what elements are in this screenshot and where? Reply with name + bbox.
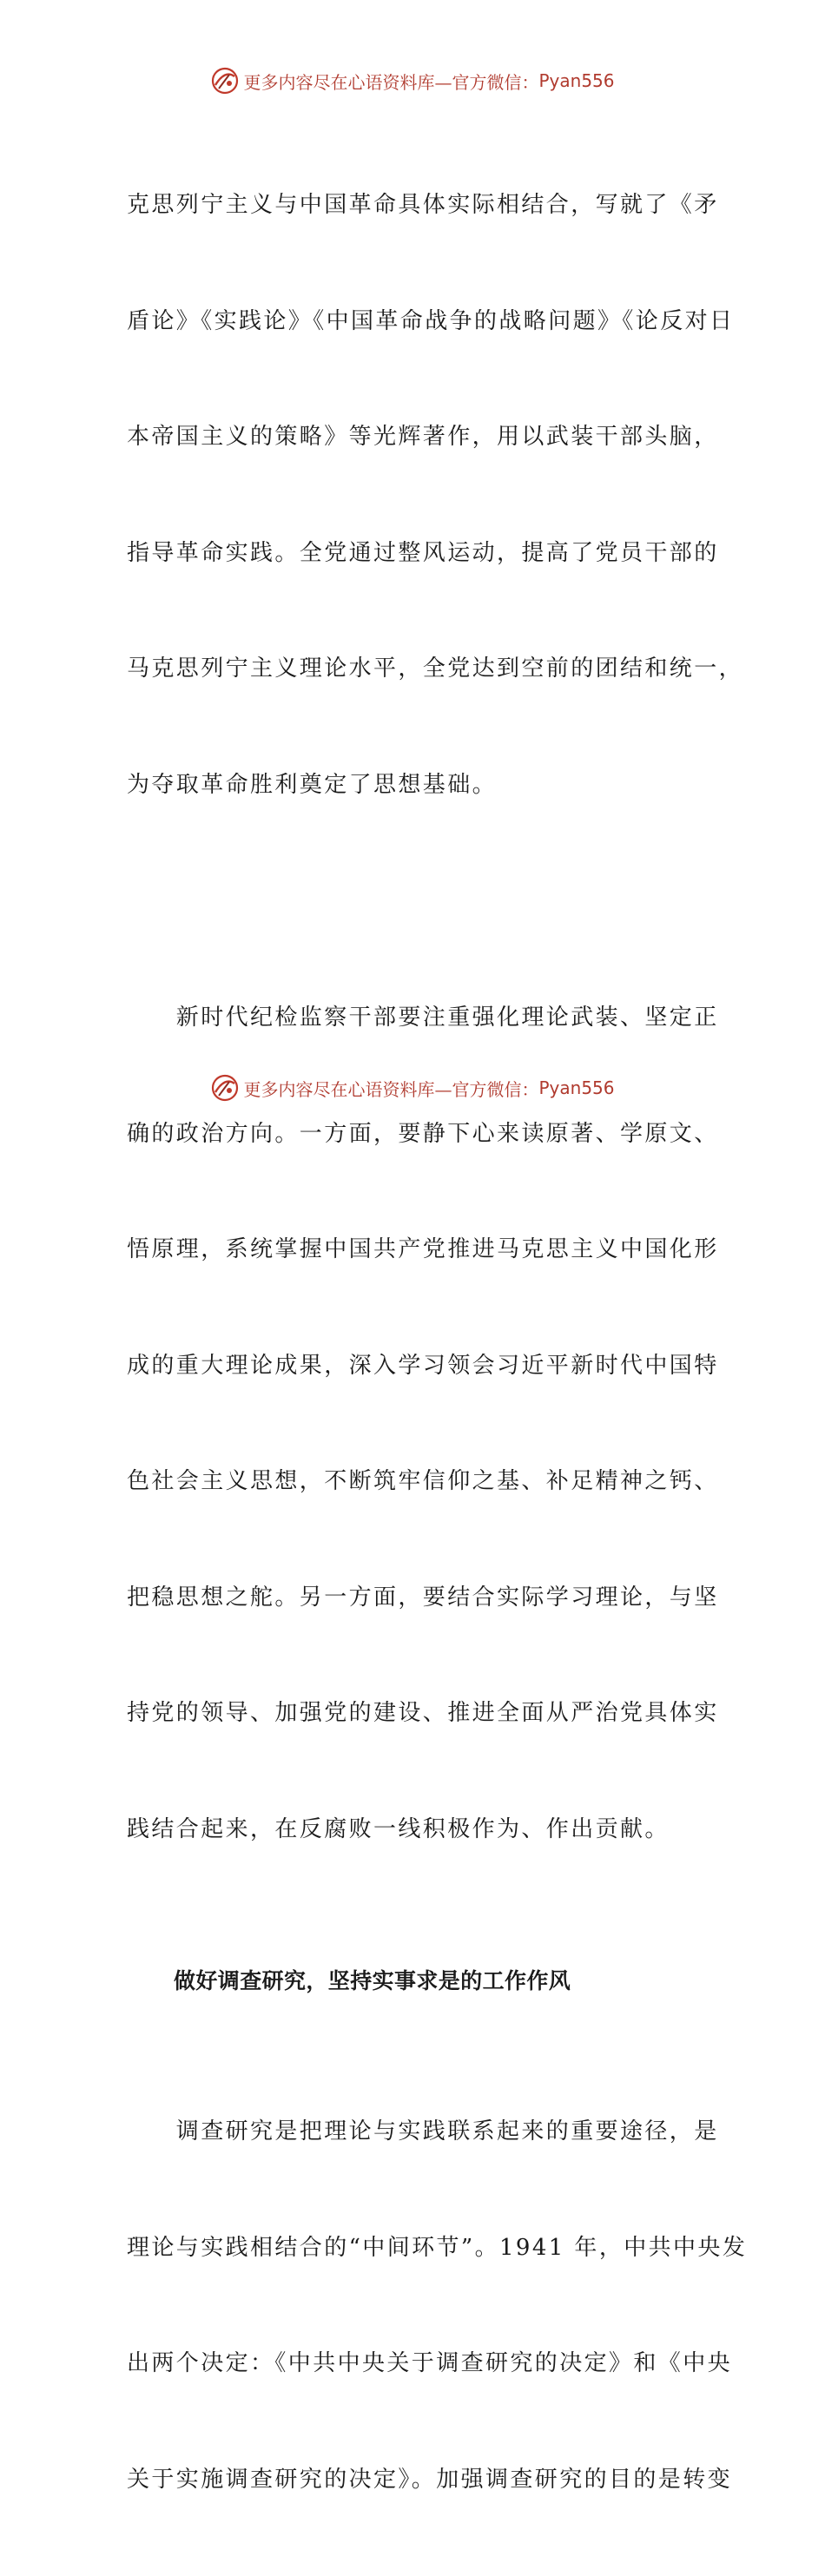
text-line: 关于实施调查研究的决定》。加强调查研究的目的是转变 — [127, 2466, 733, 2493]
text-line: 持党的领导、加强党的建设、推进全面从严治党具体实 — [127, 1700, 719, 1726]
watermark-wechat-id: Pyan556 — [538, 1077, 615, 1098]
logo-icon — [210, 1073, 240, 1103]
section-heading: 做好调查研究，坚持实事求是的工作作风 — [174, 1968, 571, 1993]
text-line: 色社会主义思想，不断筑牢信仰之基、补足精神之钙、 — [127, 1468, 719, 1494]
paragraph-1 — [127, 109, 744, 881]
text-line: 盾论》《实践论》《中国革命战争的战略问题》《论反对日 — [127, 307, 735, 334]
text-line: 理论与实践相结合的“中间环节”。1941 年，中共中央发 — [127, 2234, 748, 2261]
text-line: 新时代纪检监察干部要注重强化理论武装、坚定正 — [127, 1005, 719, 1031]
text-line: 出两个决定：《中共中央关于调查研究的决定》和《中央 — [127, 2350, 733, 2376]
document-body — [127, 109, 748, 2576]
text-line: 本帝国主义的策略》等光辉著作，用以武装干部头脑， — [127, 424, 719, 450]
text-line: 确的政治方向。一方面，要静下心来读原著、学原文、 — [127, 1120, 719, 1147]
text-line: 践结合起来，在反腐败一线积极作为、作出贡献。 — [127, 1815, 670, 1842]
text-line: 马克思列宁主义理论水平，全党达到空前的团结和统一， — [127, 656, 744, 682]
watermark-wechat-id: Pyan556 — [538, 70, 615, 91]
logo-icon — [210, 66, 240, 96]
footer-watermark — [0, 1075, 825, 1101]
text-line: 调查研究是把理论与实践联系起来的重要途径，是 — [127, 2118, 719, 2144]
text-line: 悟原理，系统掌握中国共产党推进马克思主义中国化形 — [127, 1236, 719, 1262]
text-line: 成的重大理论成果，深入学习领会习近平新时代中国特 — [127, 1352, 719, 1379]
paragraph-2 — [127, 921, 719, 1926]
watermark-text: 更多内容尽在心语资料库—官方微信： — [243, 1078, 539, 1100]
watermark-text: 更多内容尽在心语资料库—官方微信： — [243, 71, 539, 93]
text-line: 把稳思想之舵。另一方面，要结合实际学习理论，与坚 — [127, 1584, 719, 1611]
paragraph-3 — [127, 2035, 748, 2576]
text-line: 为夺取革命胜利奠定了思想基础。 — [127, 771, 498, 798]
header-watermark — [0, 68, 825, 94]
text-line: 克思列宁主义与中国革命具体实际相结合，写就了《矛 — [127, 192, 719, 218]
text-line: 指导革命实践。全党通过整风运动，提高了党员干部的 — [127, 539, 719, 566]
